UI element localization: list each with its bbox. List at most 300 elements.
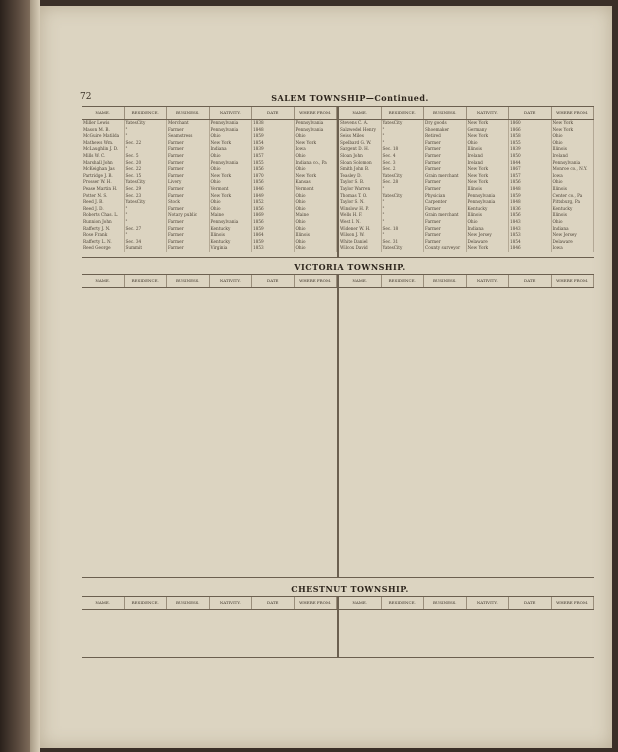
table-row <box>339 186 594 193</box>
victoria-left-columns <box>82 275 337 577</box>
table-cell: Sec. 23 <box>125 193 168 200</box>
table-cell: Farmer <box>167 206 210 213</box>
table-cell: Delaware <box>467 239 510 246</box>
table-cell: Pennsylvania <box>210 127 253 134</box>
table-cell: YatesCity <box>125 120 168 127</box>
table-row <box>82 127 337 134</box>
table-cell: Ohio <box>295 239 338 246</box>
table-cell: Salzwedel Henry <box>339 127 382 134</box>
table-row <box>82 186 337 193</box>
table-cell: Sloan Solomon <box>339 160 382 167</box>
table-cell: Rose Frank <box>82 232 125 239</box>
table-cell: Stock <box>167 199 210 206</box>
table-cell: Sec. 18 <box>382 146 425 153</box>
table-cell: Ireland <box>467 153 510 160</box>
table-cell: Farmer <box>167 153 210 160</box>
table-cell: Ohio <box>210 179 253 186</box>
salem-rows-left <box>82 120 337 252</box>
table-cell: 1843 <box>509 219 552 226</box>
table-cell: Ohio <box>295 206 338 213</box>
table-cell: " <box>125 206 168 213</box>
table-cell: Teasley D. <box>339 173 382 180</box>
table-row <box>82 140 337 147</box>
table-row <box>339 166 594 173</box>
table-cell: Farmer <box>424 239 467 246</box>
book-binding <box>0 0 30 752</box>
table-row <box>339 199 594 206</box>
table-cell: Rafferty L. N. <box>82 239 125 246</box>
table-cell: 1856 <box>252 166 295 173</box>
table-cell: Illinois <box>295 232 338 239</box>
table-cell: New Jersey <box>552 232 595 239</box>
table-cell: 1846 <box>509 245 552 252</box>
column-headers: NAME. RESIDENCE. BUSINESS. NATIVITY. DATE WHERE FROM. <box>339 275 594 288</box>
table-cell: " <box>382 140 425 147</box>
table-cell: Sec. 20 <box>125 160 168 167</box>
table-row <box>82 239 337 246</box>
table-cell: Illinois <box>552 146 595 153</box>
table-cell: Farmer <box>167 166 210 173</box>
table-cell: Ohio <box>210 153 253 160</box>
table-cell: Runnion John <box>82 219 125 226</box>
table-cell: Sec. 28 <box>382 179 425 186</box>
table-cell: Farmer <box>167 140 210 147</box>
table-row <box>82 160 337 167</box>
table-cell: Sloan John <box>339 153 382 160</box>
table-cell: Mason M. B. <box>82 127 125 134</box>
table-cell: Delaware <box>552 239 595 246</box>
table-cell: " <box>125 212 168 219</box>
table-cell: YatesCity <box>125 199 168 206</box>
table-cell: Taylor Warren <box>339 186 382 193</box>
table-cell: 1854 <box>509 239 552 246</box>
table-row <box>82 166 337 173</box>
table-cell: Farmer <box>424 146 467 153</box>
table-row <box>339 127 594 134</box>
table-cell: " <box>125 133 168 140</box>
table-cell: Vermont <box>295 186 338 193</box>
table-cell: Sec. 4 <box>382 153 425 160</box>
table-cell: Pennsylvania <box>210 120 253 127</box>
chestnut-right-columns <box>339 597 594 657</box>
table-cell: Wells H. F. <box>339 212 382 219</box>
table-cell: 1848 <box>252 127 295 134</box>
table-cell: YatesCity <box>382 173 425 180</box>
column-headers: NAME. RESIDENCE. BUSINESS. NATIVITY. DATE WHERE FROM. <box>82 275 337 288</box>
table-cell: Iowa <box>552 173 595 180</box>
table-cell: 1839 <box>509 146 552 153</box>
table-cell: Livery <box>167 179 210 186</box>
table-cell: Kentucky <box>210 226 253 233</box>
table-cell: Illinois <box>552 186 595 193</box>
table-cell: Illinois <box>552 212 595 219</box>
table-row <box>339 245 594 252</box>
table-cell: New York <box>467 179 510 186</box>
table-cell: " <box>382 212 425 219</box>
table-row <box>339 120 594 127</box>
column-headers: NAME. RESIDENCE. BUSINESS. NATIVITY. DATE WHERE FROM. <box>339 597 594 610</box>
table-cell: Pennsylvania <box>295 120 338 127</box>
table-cell: Kentucky <box>552 206 595 213</box>
table-row <box>339 193 594 200</box>
table-row <box>339 212 594 219</box>
table-cell: 1858 <box>509 133 552 140</box>
table-cell: Indiana <box>210 146 253 153</box>
table-cell: Sec. 29 <box>125 186 168 193</box>
table-cell: Thomas T. O. <box>339 193 382 200</box>
table-cell: 1839 <box>252 146 295 153</box>
table-cell: " <box>382 133 425 140</box>
table-cell: 1843 <box>509 226 552 233</box>
table-row <box>82 173 337 180</box>
table-cell: Ohio <box>210 133 253 140</box>
table-row <box>339 146 594 153</box>
table-cell: 1854 <box>252 140 295 147</box>
table-cell: New York <box>295 140 338 147</box>
salem-right-columns <box>339 107 594 257</box>
table-cell: Winslow H. P. <box>339 206 382 213</box>
table-cell: Illinois <box>467 212 510 219</box>
table-cell: Roberts Chas. L. <box>82 212 125 219</box>
table-cell: " <box>382 199 425 206</box>
table-cell: Ohio <box>210 206 253 213</box>
table-cell: Farmer <box>167 193 210 200</box>
table-cell: Farmer <box>167 226 210 233</box>
table-cell: West I. N. <box>339 219 382 226</box>
table-cell: Grain merchant <box>424 212 467 219</box>
table-cell: 1848 <box>509 199 552 206</box>
table-cell: Prosser W. H. <box>82 179 125 186</box>
table-cell: Rafferty J. N. <box>82 226 125 233</box>
table-cell: Summit <box>125 245 168 252</box>
table-row <box>339 140 594 147</box>
section-title-victoria: VICTORIA TOWNSHIP. <box>294 262 406 272</box>
table-cell: 1856 <box>252 179 295 186</box>
section-title-chestnut: CHESTNUT TOWNSHIP. <box>291 584 409 594</box>
table-cell: Ohio <box>295 153 338 160</box>
table-cell: New York <box>295 173 338 180</box>
chestnut-left-columns <box>82 597 337 657</box>
table-cell: Illinois <box>210 232 253 239</box>
table-cell: Vermont <box>210 186 253 193</box>
table-cell: " <box>125 232 168 239</box>
table-cell: Ohio <box>295 193 338 200</box>
table-cell: Sec. 5 <box>125 153 168 160</box>
salem-rows-right <box>339 120 594 252</box>
table-cell: " <box>125 146 168 153</box>
table-cell: New Jersey <box>467 232 510 239</box>
table-cell: Smith John B. <box>339 166 382 173</box>
table-cell: New York <box>552 127 595 134</box>
table-row <box>339 173 594 180</box>
table-cell: New York <box>210 140 253 147</box>
table-cell: Pittsburg, Pa <box>552 199 595 206</box>
table-cell: 1859 <box>252 226 295 233</box>
table-cell: 1857 <box>509 173 552 180</box>
table-cell: Pennsylvania <box>552 160 595 167</box>
table-cell: Monroe co., N.Y. <box>552 166 595 173</box>
table-cell: Seamstress <box>167 133 210 140</box>
table-cell: Spelbard G. W. <box>339 140 382 147</box>
table-cell: Stevens C. A. <box>339 120 382 127</box>
table-cell: 1838 <box>252 120 295 127</box>
table-cell: Notary public <box>167 212 210 219</box>
table-cell: Maine <box>210 212 253 219</box>
table-cell: Physician <box>424 193 467 200</box>
table-cell: New York <box>467 173 510 180</box>
table-cell: Reed J. B. <box>82 199 125 206</box>
table-cell: Farmer <box>167 186 210 193</box>
table-cell: New York <box>467 133 510 140</box>
table-cell: Iowa <box>295 146 338 153</box>
table-cell: YatesCity <box>382 120 425 127</box>
table-row <box>82 226 337 233</box>
table-cell: Sec. 27 <box>125 226 168 233</box>
table-cell: Ireland <box>467 160 510 167</box>
table-cell: Sec. 15 <box>125 173 168 180</box>
table-cell: Germany <box>467 127 510 134</box>
table-cell: Pease Martin H. <box>82 186 125 193</box>
table-row <box>82 245 337 252</box>
table-row <box>82 206 337 213</box>
table-cell: Partridge J. B. <box>82 173 125 180</box>
table-cell: 1859 <box>509 193 552 200</box>
table-cell: Kentucky <box>210 239 253 246</box>
table-cell: 1836 <box>509 206 552 213</box>
table-cell: Center co., Pa <box>552 193 595 200</box>
table-cell: YatesCity <box>382 245 425 252</box>
table-cell: Ohio <box>552 179 595 186</box>
table-cell: Sargent D. H. <box>339 146 382 153</box>
table-cell: " <box>382 127 425 134</box>
table-row <box>82 212 337 219</box>
table-cell: Farmer <box>424 226 467 233</box>
table-cell: Farmer <box>424 140 467 147</box>
table-row <box>339 133 594 140</box>
table-cell: Ohio <box>210 199 253 206</box>
table-cell: Ohio <box>295 219 338 226</box>
table-cell: Ohio <box>295 245 338 252</box>
table-cell: " <box>382 219 425 226</box>
table-cell: Ohio <box>210 166 253 173</box>
column-headers: NAME. RESIDENCE. BUSINESS. NATIVITY. DATE WHERE FROM. <box>82 107 337 120</box>
table-cell: YatesCity <box>125 179 168 186</box>
table-cell: 1856 <box>252 219 295 226</box>
table-cell: 1866 <box>509 127 552 134</box>
victoria-right-columns <box>339 275 594 577</box>
table-cell: " <box>382 206 425 213</box>
table-cell: " <box>125 127 168 134</box>
table-cell: Mathews Wm. <box>82 140 125 147</box>
table-cell: Dry goods <box>424 120 467 127</box>
table-cell: Ohio <box>552 219 595 226</box>
table-cell: Indiana <box>467 226 510 233</box>
table-cell: Maine <box>295 212 338 219</box>
table-cell: Farmer <box>424 166 467 173</box>
table-cell: YatesCity <box>382 193 425 200</box>
table-cell: 1855 <box>509 140 552 147</box>
table-cell: Ohio <box>552 140 595 147</box>
table-cell: Indiana co., Pa <box>295 160 338 167</box>
table-cell: Sec. 3 <box>382 160 425 167</box>
table-cell: Pennsylvania <box>210 219 253 226</box>
table-cell: 1859 <box>252 239 295 246</box>
table-cell: Sec. 31 <box>382 239 425 246</box>
table-cell: 1870 <box>252 173 295 180</box>
table-cell: Farmer <box>424 179 467 186</box>
table-cell: Sec. 18 <box>382 226 425 233</box>
table-cell: County surveyor <box>424 245 467 252</box>
table-cell: 1855 <box>252 160 295 167</box>
table-cell: New York <box>210 193 253 200</box>
table-cell: New York <box>467 245 510 252</box>
table-cell: 1848 <box>509 186 552 193</box>
table-cell: Ohio <box>552 133 595 140</box>
table-cell: 1853 <box>252 245 295 252</box>
table-cell: Sec. 2 <box>382 166 425 173</box>
table-cell: New York <box>467 120 510 127</box>
table-row <box>339 153 594 160</box>
table-cell: McGuire Matilda <box>82 133 125 140</box>
table-cell: Farmer <box>167 239 210 246</box>
table-cell: 1860 <box>509 120 552 127</box>
table-cell: 1853 <box>509 232 552 239</box>
table-cell: Farmer <box>424 153 467 160</box>
table-cell: White Daniel <box>339 239 382 246</box>
table-cell: Pennsylvania <box>467 199 510 206</box>
table-cell: Ohio <box>467 219 510 226</box>
table-cell: Farmer <box>167 160 210 167</box>
table-cell: Ohio <box>295 226 338 233</box>
table-cell: 1852 <box>252 199 295 206</box>
page <box>40 6 612 748</box>
salem-table <box>82 106 594 258</box>
table-cell: Farmer <box>424 186 467 193</box>
table-row <box>82 133 337 140</box>
table-cell: Ohio <box>295 199 338 206</box>
table-cell: New York <box>467 166 510 173</box>
table-cell: Kentucky <box>467 206 510 213</box>
table-cell: 1856 <box>509 212 552 219</box>
table-cell: Sec. 22 <box>125 166 168 173</box>
table-cell: 1846 <box>252 186 295 193</box>
table-cell: 1864 <box>252 232 295 239</box>
table-cell: " <box>125 219 168 226</box>
table-row <box>339 160 594 167</box>
table-cell: New York <box>552 120 595 127</box>
table-row <box>82 232 337 239</box>
page-edge <box>30 0 40 752</box>
table-cell: Farmer <box>167 245 210 252</box>
table-cell: Wilcox David <box>339 245 382 252</box>
section-title-salem: SALEM TOWNSHIP—Continued. <box>271 93 429 103</box>
table-cell: Grain merchant <box>424 173 467 180</box>
table-cell: Iowa <box>552 245 595 252</box>
table-cell: Farmer <box>167 219 210 226</box>
table-cell: Illinois <box>467 186 510 193</box>
table-cell: McKeighan Jas <box>82 166 125 173</box>
table-cell: Merchant <box>167 120 210 127</box>
table-cell: 1857 <box>252 153 295 160</box>
table-cell: Ohio <box>295 166 338 173</box>
table-cell: Virginia <box>210 245 253 252</box>
table-row <box>82 179 337 186</box>
table-cell: Miller Lewis <box>82 120 125 127</box>
table-cell: Sec. 22 <box>125 140 168 147</box>
table-cell: Indiana <box>552 226 595 233</box>
salem-left-columns <box>82 107 337 257</box>
table-cell: Farmer <box>167 146 210 153</box>
table-cell: Illinois <box>467 146 510 153</box>
table-cell: 1856 <box>509 179 552 186</box>
table-row <box>339 239 594 246</box>
table-cell: Reed George <box>82 245 125 252</box>
table-row <box>82 146 337 153</box>
column-headers: NAME. RESIDENCE. BUSINESS. NATIVITY. DATE WHERE FROM. <box>82 597 337 610</box>
chestnut-table <box>82 596 594 658</box>
table-cell: Wilson J. W. <box>339 232 382 239</box>
table-row <box>339 179 594 186</box>
table-row <box>82 120 337 127</box>
table-row <box>339 232 594 239</box>
table-cell: Farmer <box>424 219 467 226</box>
table-cell: Mills W. C. <box>82 153 125 160</box>
table-cell: " <box>382 232 425 239</box>
table-row <box>82 199 337 206</box>
table-cell: Sec. 34 <box>125 239 168 246</box>
table-cell: 1850 <box>509 153 552 160</box>
table-cell: Ohio <box>295 133 338 140</box>
table-row <box>339 219 594 226</box>
table-row <box>82 219 337 226</box>
table-cell: " <box>382 186 425 193</box>
table-cell: Farmer <box>167 232 210 239</box>
table-cell: Farmer <box>167 127 210 134</box>
table-cell: McLaughlin J. D. <box>82 146 125 153</box>
table-cell: Reed J. D. <box>82 206 125 213</box>
table-cell: Taylor S. N. <box>339 199 382 206</box>
table-row <box>339 206 594 213</box>
table-cell: 1856 <box>252 206 295 213</box>
table-cell: Seiss Miles <box>339 133 382 140</box>
table-cell: Widener W. H. <box>339 226 382 233</box>
column-headers: NAME. RESIDENCE. BUSINESS. NATIVITY. DATE WHERE FROM. <box>339 107 594 120</box>
table-cell: 1867 <box>509 166 552 173</box>
table-cell: Potter N. S. <box>82 193 125 200</box>
table-cell: Kansas <box>295 179 338 186</box>
table-row <box>339 226 594 233</box>
table-cell: Farmer <box>424 206 467 213</box>
table-cell: New York <box>210 173 253 180</box>
table-cell: 1859 <box>252 133 295 140</box>
table-cell: Ireland <box>552 153 595 160</box>
table-row <box>82 153 337 160</box>
table-cell: Retired <box>424 133 467 140</box>
table-cell: Marshall John <box>82 160 125 167</box>
table-cell: Farmer <box>424 160 467 167</box>
table-cell: 1849 <box>252 193 295 200</box>
table-cell: Pennsylvania <box>467 193 510 200</box>
table-cell: 1844 <box>509 160 552 167</box>
table-cell: Pennsylvania <box>295 127 338 134</box>
table-cell: Taylor S. B. <box>339 179 382 186</box>
table-row <box>82 193 337 200</box>
table-cell: Carpenter <box>424 199 467 206</box>
table-cell: Ohio <box>467 140 510 147</box>
table-cell: 1869 <box>252 212 295 219</box>
table-cell: Farmer <box>167 173 210 180</box>
page-number: 72 <box>80 92 92 102</box>
